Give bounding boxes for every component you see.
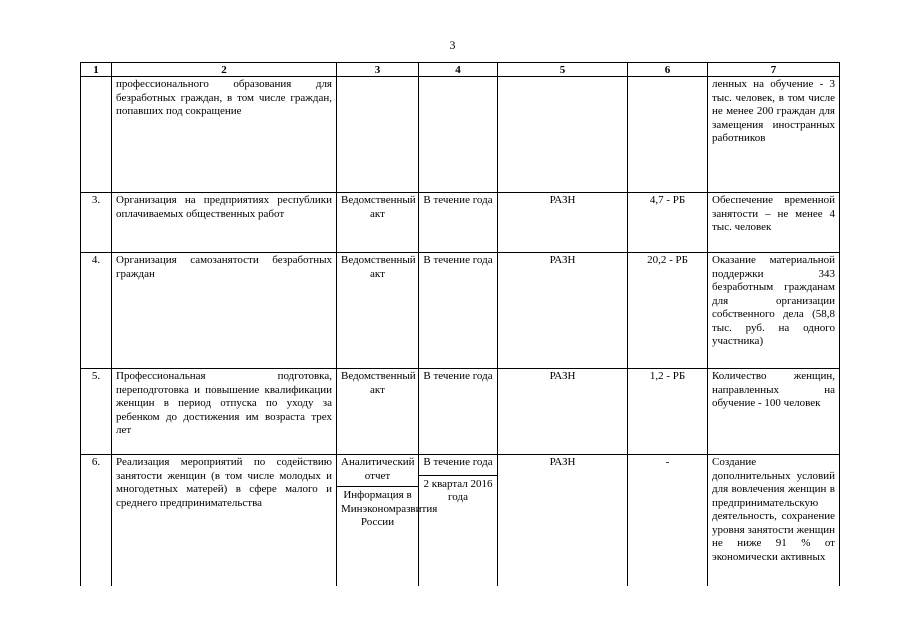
cell-result: Оказание материальной поддержки 343 безработным гражданам для организации собственного дела (58,8 тыс. руб. на одного участника) — [708, 253, 840, 369]
col-header-2: 2 — [112, 63, 337, 77]
cell-funding: 20,2 - РБ — [628, 253, 708, 369]
table-row-continuation — [81, 77, 840, 193]
cell-document — [337, 77, 419, 193]
col-header-6: 6 — [628, 63, 708, 77]
cell-result: Обеспечение временной занятости – не менее 4 тыс. человек — [708, 193, 840, 253]
page-number: 3 — [449, 38, 456, 52]
col-header-7: 7 — [708, 63, 840, 77]
cell-num: 6. — [81, 455, 112, 587]
cell-document-secondary: Информация в Минэкономразвития России — [337, 486, 418, 530]
cell-description: Профессиональная подготовка, переподготовка и повышение квалификации женщин в период отпуска по уходу за ребенком до достижения им возраста трех лет — [112, 369, 337, 455]
col-header-1: 1 — [81, 63, 112, 77]
cell-deadline-group — [419, 455, 498, 587]
cell-description: Организация самозанятости безработных граждан — [112, 253, 337, 369]
cell-result: Количество женщин, направленных на обучение - 100 человек — [708, 369, 840, 455]
cell-num — [81, 77, 112, 193]
cell-executor: РАЗН — [498, 253, 628, 369]
cell-deadline — [419, 77, 498, 193]
cell-result: ленных на обучение - 3 тыс. человек, в том числе не менее 200 граждан для замещения иностранных работников — [708, 77, 840, 193]
cell-deadline: В течение года — [419, 369, 498, 455]
cell-description: Реализация мероприятий по содействию занятости женщин (в том числе молодых и многодетных матерей) в сфере малого и среднего предпринимательства — [112, 455, 337, 587]
table-row — [81, 253, 840, 369]
cell-document: Аналитический отчет — [341, 456, 415, 482]
cell-funding: - — [628, 455, 708, 587]
col-header-4: 4 — [419, 63, 498, 77]
cell-document: Ведомственный акт — [337, 369, 419, 455]
cell-deadline-secondary: 2 квартал 2016 года — [419, 475, 497, 505]
measures-table — [80, 62, 840, 586]
col-header-5: 5 — [498, 63, 628, 77]
table-row — [81, 193, 840, 253]
table-row — [81, 369, 840, 455]
cell-num: 3. — [81, 193, 112, 253]
cell-deadline: В течение года — [419, 253, 498, 369]
table-row — [81, 455, 840, 587]
cell-funding: 4,7 - РБ — [628, 193, 708, 253]
cell-deadline: В течение года — [419, 193, 498, 253]
cell-num: 5. — [81, 369, 112, 455]
col-header-3: 3 — [337, 63, 419, 77]
header-row — [81, 63, 840, 77]
cell-document-group — [337, 455, 438, 587]
cell-executor: РАЗН — [498, 455, 628, 587]
cell-description: Организация на предприятиях республики оплачиваемых общественных работ — [112, 193, 337, 253]
cell-document: Ведомственный акт — [337, 253, 419, 369]
cell-funding — [628, 77, 708, 193]
cell-deadline: В течение года — [423, 456, 493, 468]
cell-description: профессионального образования для безработных граждан, в том числе граждан, попавших под сокращение — [112, 77, 337, 193]
cell-executor — [498, 77, 628, 193]
cell-executor: РАЗН — [498, 193, 628, 253]
cell-executor: РАЗН — [498, 369, 628, 455]
cell-result: Создание дополнительных условий для вовлечения женщин в предпринимательскую деятельность, сохранение уровня занятости женщин не ниже 91 % от экономически активных — [708, 455, 840, 587]
cell-funding: 1,2 - РБ — [628, 369, 708, 455]
cell-document: Ведомственный акт — [337, 193, 419, 253]
cell-num: 4. — [81, 253, 112, 369]
